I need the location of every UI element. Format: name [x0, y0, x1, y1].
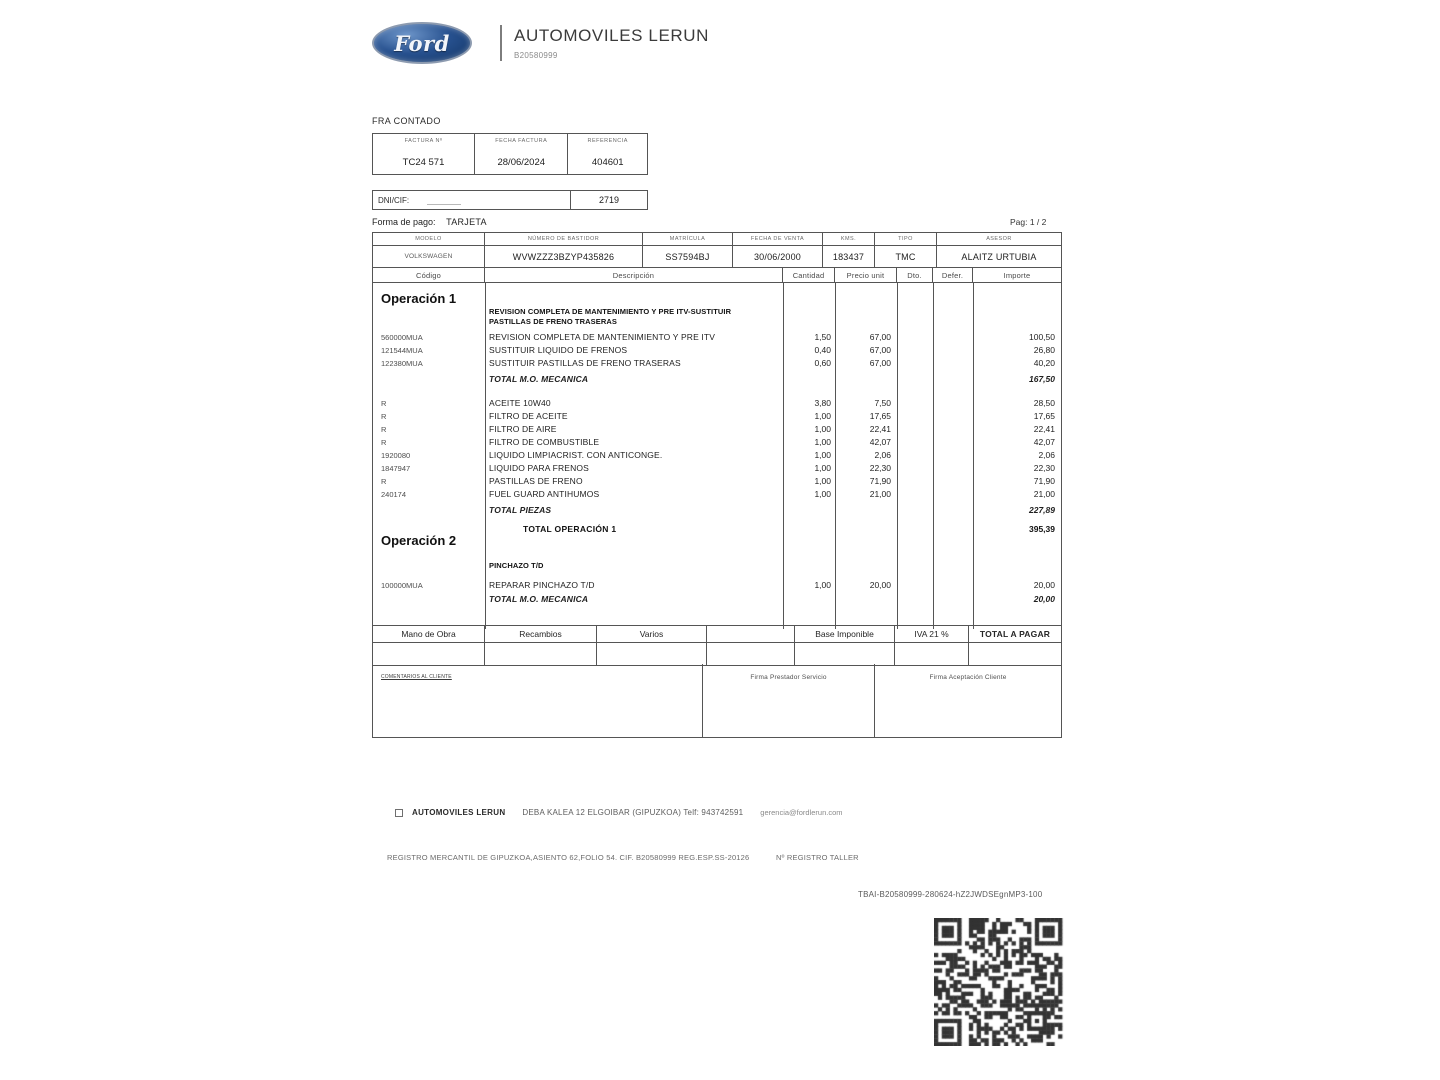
letterhead-text: [514, 26, 709, 60]
table-row: [373, 449, 1061, 461]
line-descripcion: LIQUIDO PARA FRENOS: [489, 463, 589, 473]
line-cantidad: 0,60: [814, 358, 831, 368]
line-precio: 71,90: [869, 476, 891, 486]
labour-total-row: [373, 373, 1061, 385]
totals-gap-value: [707, 643, 795, 665]
comments-label: COMENTARIOS AL CLIENTE: [381, 674, 452, 680]
line-cantidad: 1,00: [814, 580, 831, 590]
line-cantidad: 0,40: [814, 345, 831, 355]
vehicle-matricula-value: SS7594BJ: [643, 246, 733, 267]
line-importe: 20,00: [1033, 580, 1055, 590]
labour-total-value: 20,00: [1033, 594, 1055, 604]
line-descripcion: REPARAR PINCHAZO T/D: [489, 580, 595, 590]
line-items-table: [372, 232, 1062, 629]
footer-address: DEBA KALEA 12 ELGOIBAR (GIPUZKOA) Telf: 943742591: [522, 808, 744, 817]
line-importe: 71,90: [1033, 476, 1055, 486]
totals-varios-label: Varios: [597, 626, 707, 642]
line-codigo: 122380MUA: [381, 358, 423, 368]
qr-code: [934, 918, 1072, 1046]
vehicle-modelo-value: VOLKSWAGEN: [373, 246, 485, 267]
tbai-code: TBAI-B20580999-280624-hZ2JWDSEgnMP3-100: [858, 890, 1043, 899]
line-cantidad: 1,50: [814, 332, 831, 342]
column-header-importe: Importe: [1003, 270, 1031, 280]
line-precio: 22,30: [869, 463, 891, 473]
vehicle-fecha-venta-header: FECHA DE VENTA: [733, 233, 823, 245]
table-row: [373, 357, 1061, 369]
ford-logo-icon: [372, 22, 472, 64]
line-codigo: 240174: [381, 489, 407, 499]
line-precio: 2,06: [874, 450, 891, 460]
footer-registry: [387, 853, 859, 862]
operation-1-total-label: TOTAL OPERACIÓN 1: [523, 524, 617, 534]
line-importe: 40,20: [1033, 358, 1055, 368]
line-codigo: 121544MUA: [381, 345, 423, 355]
line-descripcion: LIQUIDO LIMPIACRIST. CON ANTICONGE.: [489, 450, 663, 460]
line-descripcion: ACEITE 10W40: [489, 398, 551, 408]
totals-base-label: Base Imponible: [795, 626, 895, 642]
labour-total-label: TOTAL M.O. MECANICA: [489, 594, 589, 604]
client-signature-label: Firma Aceptación Cliente: [929, 674, 1007, 681]
operation-1-total-value: 395,39: [1029, 524, 1055, 534]
parts-total-label: TOTAL PIEZAS: [489, 505, 552, 515]
totals-strip: [372, 625, 1062, 666]
column-header-dto: Dto.: [897, 268, 933, 282]
line-precio: 22,41: [869, 424, 891, 434]
invoice-number-cell: [373, 134, 475, 174]
line-codigo: R: [381, 476, 387, 486]
totals-varios-value: [597, 643, 707, 665]
table-row: [373, 331, 1061, 343]
line-descripcion: FILTRO DE ACEITE: [489, 411, 568, 421]
line-codigo: R: [381, 398, 387, 408]
invoice-date-label: FECHA FACTURA: [495, 138, 548, 144]
line-descripcion: PASTILLAS DE FRENO: [489, 476, 583, 486]
company-cif: B20580999: [514, 51, 558, 60]
totals-header-row: [373, 626, 1061, 643]
totals-mano-obra-label: Mano de Obra: [373, 626, 485, 642]
line-importe: 21,00: [1033, 489, 1055, 499]
table-row: [373, 579, 1061, 591]
line-importe: 22,30: [1033, 463, 1055, 473]
vehicle-kms-header: KMS.: [823, 233, 875, 245]
table-row: [373, 397, 1061, 409]
line-cantidad: 3,80: [814, 398, 831, 408]
totals-values-row: [373, 643, 1061, 665]
line-cantidad: 1,00: [814, 411, 831, 421]
vehicle-asesor-value: ALAITZ URTUBIA: [961, 251, 1037, 262]
line-importe: 28,50: [1033, 398, 1055, 408]
labour-total-row: [373, 593, 1061, 605]
footer-registry-taller: Nº REGISTRO TALLER: [776, 853, 859, 862]
invoice-reference-label: REFERENCIA: [587, 138, 628, 144]
customer-id-value: 2719: [598, 195, 620, 205]
vehicle-tipo-value: TMC: [875, 246, 937, 267]
totals-total-value: [969, 643, 1061, 665]
line-codigo: R: [381, 424, 387, 434]
line-cantidad: 1,00: [814, 437, 831, 447]
customer-id-box: [372, 190, 648, 210]
line-columns-header-row: [373, 268, 1061, 283]
totals-recambios-label: Recambios: [485, 626, 597, 642]
line-precio: 20,00: [869, 580, 891, 590]
vehicle-value-row: [373, 246, 1061, 268]
line-cantidad: 1,00: [814, 424, 831, 434]
page-indicator: Pag: 1 / 2: [1010, 217, 1047, 227]
footer-email: gerencia@fordlerun.com: [760, 808, 843, 817]
line-descripcion: FUEL GUARD ANTIHUMOS: [489, 489, 600, 499]
letterhead: [372, 22, 709, 64]
totals-recambios-value: [485, 643, 597, 665]
line-precio: 67,00: [869, 358, 891, 368]
vehicle-asesor-header: ASESOR: [986, 236, 1012, 242]
line-importe: 2,06: [1038, 450, 1055, 460]
line-codigo: 1920080: [381, 450, 411, 460]
provider-signature-label: Firma Prestador Servicio: [750, 674, 827, 681]
provider-signature-cell: [703, 664, 875, 737]
table-row: [373, 488, 1061, 500]
customer-id-left: [373, 191, 571, 209]
line-cantidad: 1,00: [814, 476, 831, 486]
parts-total-value: 227,89: [1029, 505, 1055, 515]
operation-1-heading-line1: REVISION COMPLETA DE MANTENIMIENTO Y PRE ITV-SUSTITUIR: [489, 307, 732, 316]
operation-1-title: Operación 1: [381, 291, 457, 306]
ford-logo-text: Ford: [394, 30, 450, 56]
invoice-date-value: 28/06/2024: [497, 157, 546, 168]
line-codigo: R: [381, 437, 387, 447]
footer-registry-text: REGISTRO MERCANTIL DE GIPUZKOA,ASIENTO 62,FOLIO 54. CIF. B20580999 REG.ESP.SS-20126: [387, 853, 750, 862]
totals-iva-label: IVA 21 %: [895, 626, 969, 642]
line-items-body: [373, 283, 1061, 629]
payment-method: [372, 217, 487, 227]
line-codigo: R: [381, 411, 387, 421]
qr-code-canvas: [934, 918, 1072, 1046]
line-importe: 100,50: [1029, 332, 1055, 342]
table-row: [373, 475, 1061, 487]
client-signature-cell: [875, 664, 1061, 737]
footer-company: AUTOMOVILES LERUN: [412, 808, 506, 817]
line-cantidad: 1,00: [814, 450, 831, 460]
totals-base-value: [795, 643, 895, 665]
line-descripcion: FILTRO DE COMBUSTIBLE: [489, 437, 600, 447]
line-codigo: 100000MUA: [381, 580, 423, 590]
customer-id-blank-line: [427, 204, 461, 205]
totals-total-label: TOTAL A PAGAR: [979, 629, 1051, 639]
operation-1-heading-line2: PASTILLAS DE FRENO TRASERAS: [489, 317, 617, 327]
line-precio: 42,07: [869, 437, 891, 447]
line-precio: 7,50: [874, 398, 891, 408]
vehicle-bastidor-header: NÚMERO DE BASTIDOR: [485, 233, 643, 245]
totals-gap-cell: [707, 626, 795, 642]
line-importe: 22,41: [1033, 424, 1055, 434]
line-precio: 67,00: [869, 345, 891, 355]
line-precio: 17,65: [869, 411, 891, 421]
line-cantidad: 1,00: [814, 463, 831, 473]
column-header-cantidad: Cantidad: [783, 268, 835, 282]
invoice-number-label: FACTURA Nº: [404, 138, 443, 144]
checkbox-icon: [395, 809, 403, 817]
table-row: [373, 423, 1061, 435]
column-header-defer: Defer.: [933, 268, 973, 282]
payment-method-value: TARJETA: [446, 217, 487, 227]
labour-total-value: 167,50: [1029, 374, 1055, 384]
line-precio: 21,00: [869, 489, 891, 499]
line-importe: 42,07: [1033, 437, 1055, 447]
payment-method-label: Forma de pago:: [372, 217, 436, 227]
operation-2-title: Operación 2: [381, 533, 457, 548]
column-header-descripcion: Descripción: [485, 268, 783, 282]
line-importe: 17,65: [1033, 411, 1055, 421]
company-name: AUTOMOVILES LERUN: [514, 26, 710, 45]
line-importe: 26,80: [1033, 345, 1055, 355]
line-items-rows: [373, 283, 1061, 629]
line-cantidad: 1,00: [814, 489, 831, 499]
invoice-reference-cell: [568, 134, 647, 174]
vehicle-header-row: [373, 233, 1061, 246]
vehicle-fecha-venta-value: 30/06/2000: [733, 246, 823, 267]
column-header-precio: Precio unit: [835, 268, 897, 282]
totals-iva-value: [895, 643, 969, 665]
invoice-header-box: [372, 133, 648, 175]
operation-2-heading: [489, 561, 789, 571]
table-row: [373, 436, 1061, 448]
operation-2-heading-line1: PINCHAZO T/D: [489, 561, 544, 570]
customer-id-right: [571, 191, 647, 209]
line-descripcion: SUSTITUIR LIQUIDO DE FRENOS: [489, 345, 628, 355]
vehicle-matricula-header: MATRÍCULA: [643, 233, 733, 245]
line-codigo: 560000MUA: [381, 332, 423, 342]
line-descripcion: SUSTITUIR PASTILLAS DE FRENO TRASERAS: [489, 358, 681, 368]
column-header-codigo: Código: [373, 268, 485, 282]
labour-total-label: TOTAL M.O. MECANICA: [489, 374, 589, 384]
line-descripcion: FILTRO DE AIRE: [489, 424, 557, 434]
totals-mano-obra-value: [373, 643, 485, 665]
footer-contact: [395, 808, 843, 817]
invoice-date-cell: [475, 134, 568, 174]
invoice-number-value: TC24 571: [402, 157, 445, 168]
line-descripcion: REVISION COMPLETA DE MANTENIMIENTO Y PRE ITV: [489, 332, 716, 342]
vehicle-tipo-header: TIPO: [875, 233, 937, 245]
vehicle-kms-value: 183437: [823, 246, 875, 267]
table-row: [373, 410, 1061, 422]
parts-total-row: [373, 504, 1061, 516]
table-row: [373, 344, 1061, 356]
operation-1-total-row: [373, 523, 1061, 535]
comments-cell: [373, 664, 703, 737]
signature-block: [372, 664, 1062, 738]
letterhead-divider: [500, 25, 502, 61]
vehicle-modelo-header: MODELO: [373, 233, 485, 245]
invoice-reference-value: 404601: [591, 157, 624, 168]
document-type-label: FRA CONTADO: [372, 116, 441, 126]
operation-1-heading: [489, 307, 789, 327]
customer-id-label: DNI/CIF:: [378, 195, 410, 205]
vehicle-bastidor-value: WVWZZZ3BZYP435826: [485, 246, 643, 267]
line-precio: 67,00: [869, 332, 891, 342]
table-row: [373, 462, 1061, 474]
line-codigo: 1847947: [381, 463, 411, 473]
